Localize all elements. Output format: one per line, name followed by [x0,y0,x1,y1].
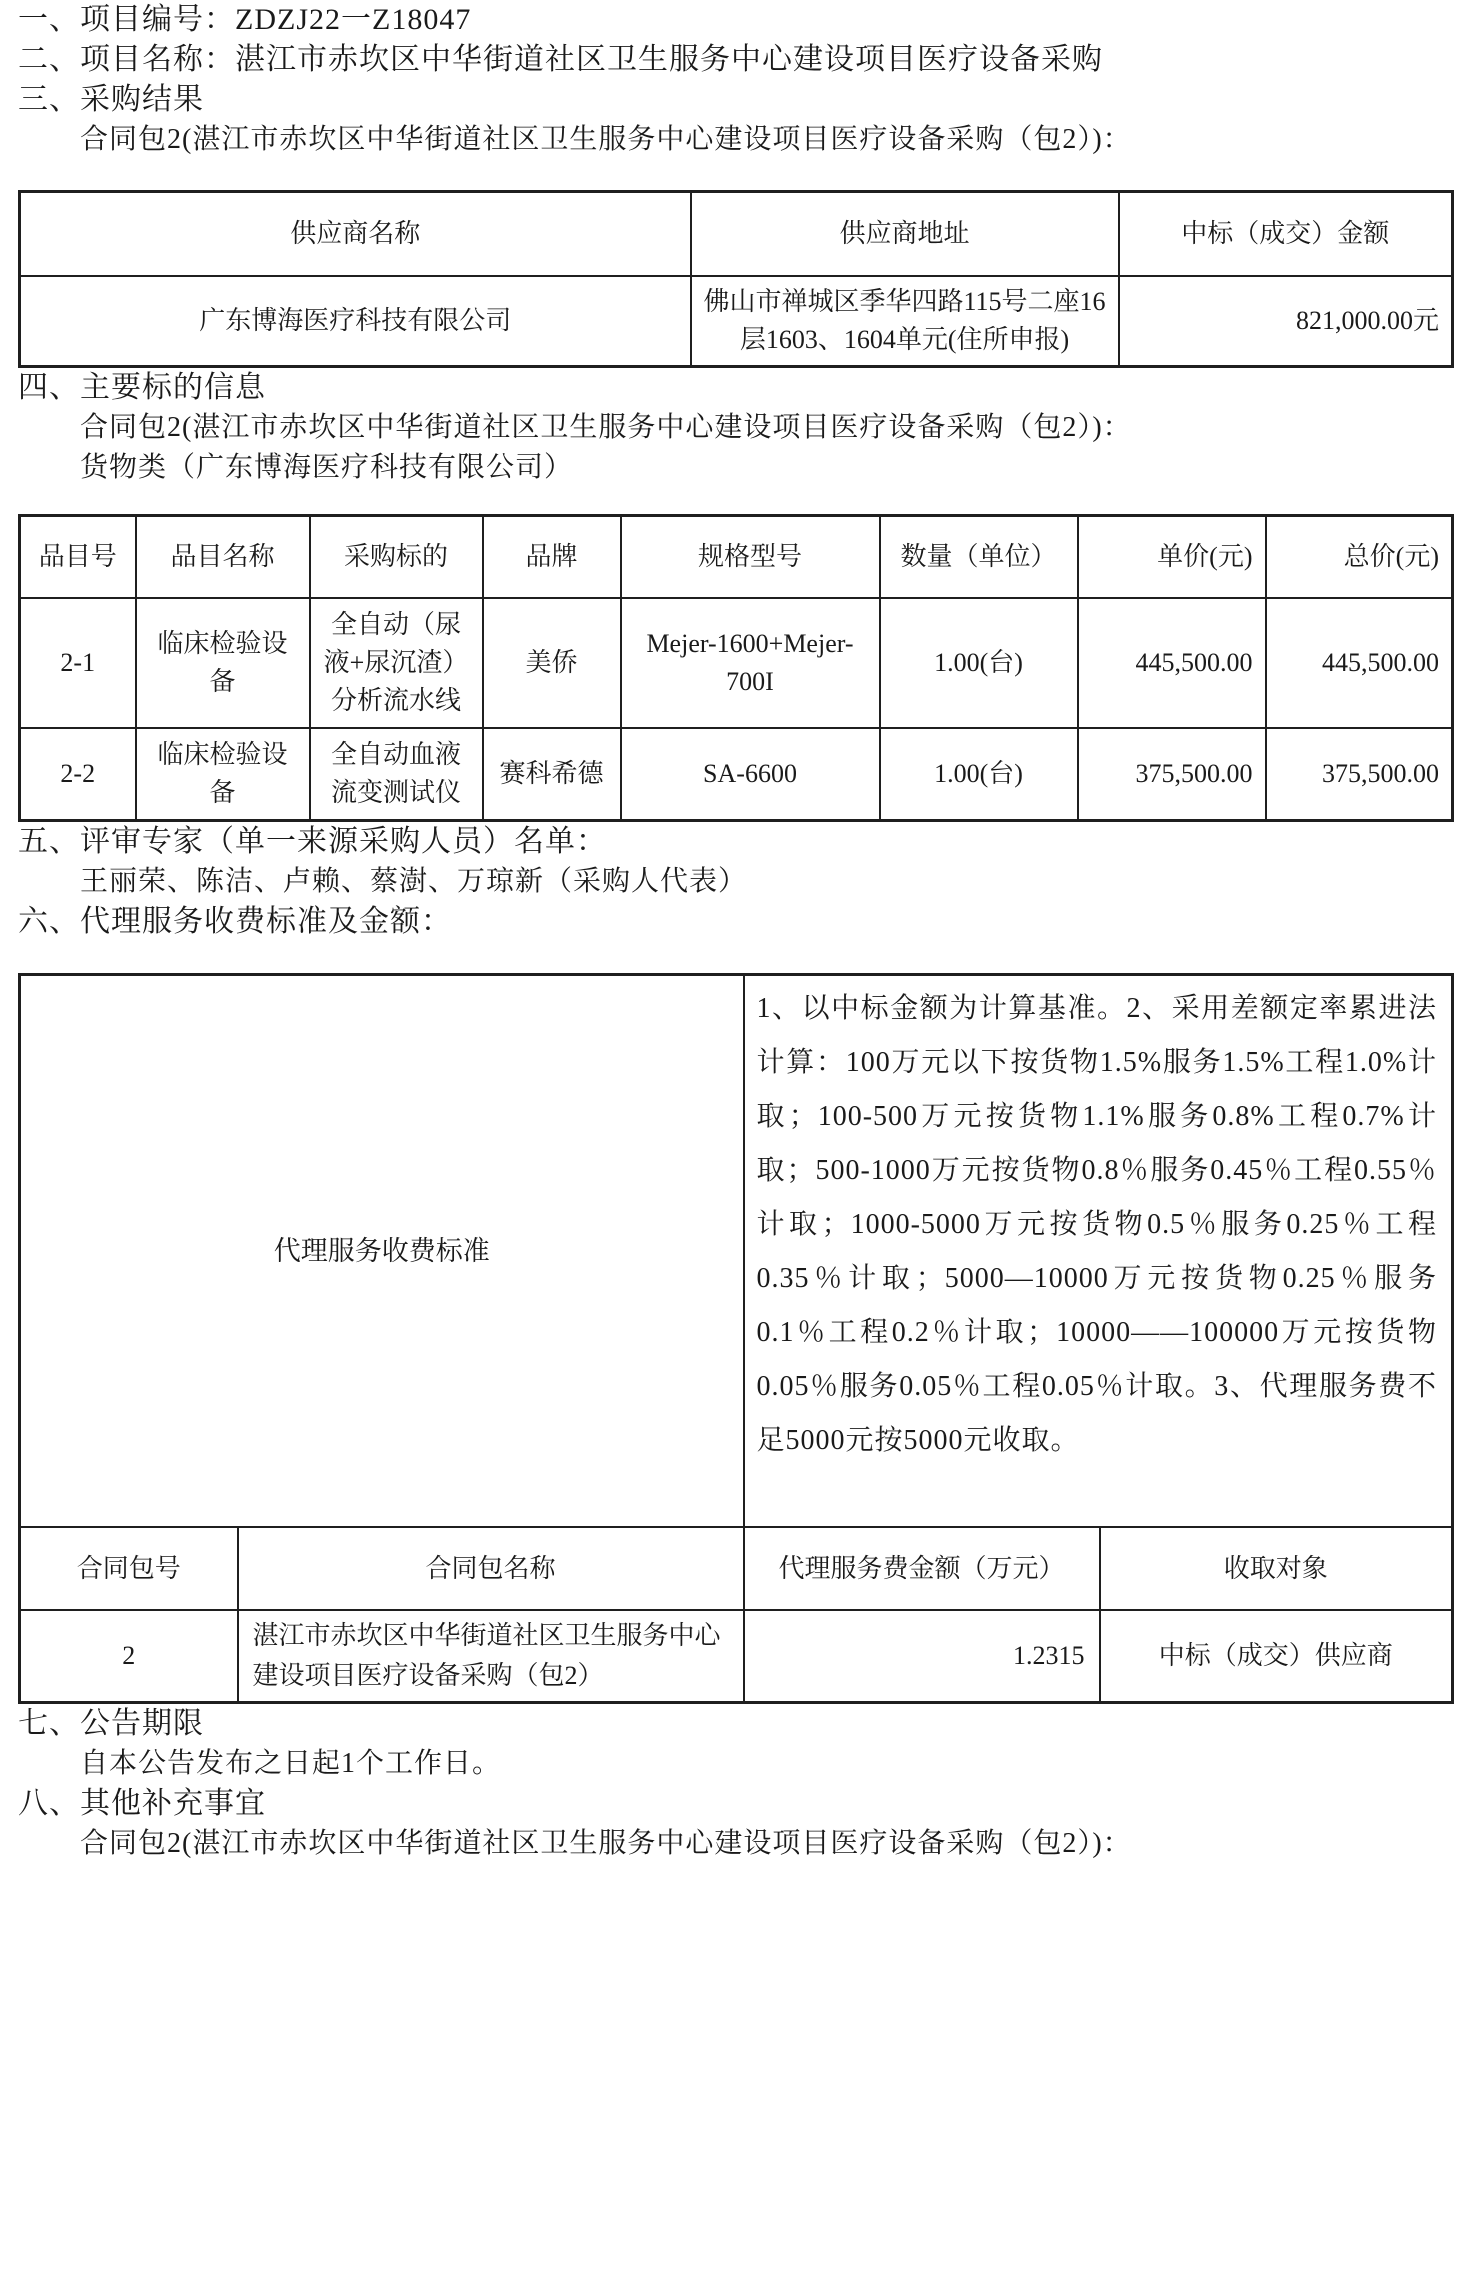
cell-spec-model: Mejer-1600+Mejer-700I [621,598,880,728]
section-8-package-line: 合同包2(湛江市赤坎区中华街道社区卫生服务中心建设项目医疗设备采购（包2）)： [80,1828,1132,1859]
subject-items-table [18,514,1454,822]
section-7-period-text: 自本公告发布之日起1个工作日。 [80,1748,502,1779]
cell-unit-price: 445,500.00 [1078,598,1266,728]
section-8-other-matters-title: 八、其他补充事宜 [18,1787,266,1820]
header-unit-price: 单价(元) [1078,516,1266,599]
cell-unit-price: 375,500.00 [1078,728,1266,821]
items-table-row [20,598,1453,728]
header-supplier-name: 供应商名称 [20,192,691,277]
header-total-price: 总价(元) [1266,516,1453,599]
cell-item-no: 2-2 [20,728,136,821]
cell-procurement-subject: 全自动（尿液+尿沉渣）分析流水线 [310,598,483,728]
section-7-announcement-period-title: 七、公告期限 [18,1707,204,1740]
cell-quantity-unit: 1.00(台) [880,728,1078,821]
cell-fee-standard-text: 1、以中标金额为计算基准。2、采用差额定率累进法计算：100万元以下按货物1.5%服务1.5%工程1.0%计取；100-500万元按货物1.1%服务0.8%工程0.7%计取；500-1000万元按货物0.8％服务0.45％工程0.55％计取；1000-5000万元按货物0.5％服务0.25％工程0.35％计取；5000—10000万元按货物0.25％服务0.1％工程0.2％计取；10000——100000万元按货物0.05％服务0.05％工程0.05％计取。3、代理服务费不足5000元按5000元收取。 [744,975,1453,1528]
header-brand: 品牌 [483,516,621,599]
section-1-project-number: 一、项目编号：ZDZJ22一Z18047 [18,3,472,36]
items-table-header-row [20,516,1453,599]
header-package-no: 合同包号 [20,1527,238,1610]
cell-package-no: 2 [20,1610,238,1703]
cell-supplier-name: 广东博海医疗科技有限公司 [20,276,691,367]
result-table-row [20,276,1453,367]
section-5-experts-title: 五、评审专家（单一来源采购人员）名单： [18,825,607,858]
cell-brand: 美侨 [483,598,621,728]
agency-fee-table [18,973,1454,1704]
cell-total-price: 445,500.00 [1266,598,1453,728]
section-4-category-line: 货物类（广东博海医疗科技有限公司） [80,452,574,483]
cell-total-price: 375,500.00 [1266,728,1453,821]
header-package-name: 合同包名称 [238,1527,744,1610]
header-quantity-unit: 数量（单位） [880,516,1078,599]
cell-fee-standard-label: 代理服务收费标准 [20,975,744,1528]
cell-item-name: 临床检验设备 [136,728,310,821]
cell-package-name: 湛江市赤坎区中华街道社区卫生服务中心建设项目医疗设备采购（包2） [238,1610,744,1703]
cell-spec-model: SA-6600 [621,728,880,821]
cell-agency-fee-amount: 1.2315 [744,1610,1100,1703]
section-6-agency-fee-title: 六、代理服务收费标准及金额： [18,905,452,938]
header-item-no: 品目号 [20,516,136,599]
items-table-row [20,728,1453,821]
fee-standard-row [20,975,1453,1528]
section-2-project-name: 二、项目名称：湛江市赤坎区中华街道社区卫生服务中心建设项目医疗设备采购 [18,43,1103,76]
section-4-package-line: 合同包2(湛江市赤坎区中华街道社区卫生服务中心建设项目医疗设备采购（包2）)： [80,412,1132,443]
cell-fee-payer: 中标（成交）供应商 [1100,1610,1453,1703]
section-5-expert-names: 王丽荣、陈洁、卢赖、蔡澍、万琼新（采购人代表） [80,866,748,897]
section-3-package-line: 合同包2(湛江市赤坎区中华街道社区卫生服务中心建设项目医疗设备采购（包2）)： [80,124,1132,155]
cell-quantity-unit: 1.00(台) [880,598,1078,728]
cell-brand: 赛科希德 [483,728,621,821]
section-4-subject-info-title: 四、主要标的信息 [18,371,266,404]
cell-item-name: 临床检验设备 [136,598,310,728]
header-fee-payer: 收取对象 [1100,1527,1453,1610]
header-item-name: 品目名称 [136,516,310,599]
header-agency-fee-amount: 代理服务费金额（万元） [744,1527,1100,1610]
procurement-result-table [18,190,1454,368]
cell-supplier-address: 佛山市禅城区季华四路115号二座16层1603、1604单元(住所申报) [691,276,1119,367]
cell-award-amount: 821,000.00元 [1119,276,1453,367]
agency-table-row [20,1610,1453,1703]
header-supplier-address: 供应商地址 [691,192,1119,277]
cell-procurement-subject: 全自动血液流变测试仪 [310,728,483,821]
header-procurement-subject: 采购标的 [310,516,483,599]
section-3-procurement-result-title: 三、采购结果 [18,83,204,116]
cell-item-no: 2-1 [20,598,136,728]
header-spec-model: 规格型号 [621,516,880,599]
header-award-amount: 中标（成交）金额 [1119,192,1453,277]
agency-table-header-row [20,1527,1453,1610]
result-table-header-row [20,192,1453,277]
